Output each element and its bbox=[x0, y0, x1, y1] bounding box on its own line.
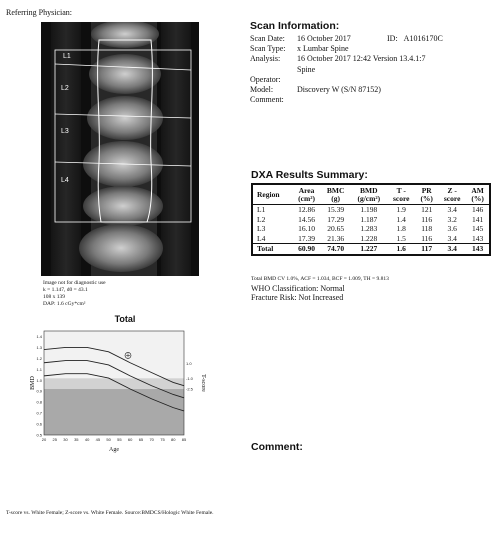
image-note-line: 108 x 139 bbox=[43, 294, 65, 300]
bmd-age-chart-svg bbox=[30, 327, 208, 457]
spine-scan-image bbox=[41, 22, 199, 276]
table-header-unit: (cm²) bbox=[298, 194, 315, 203]
chart-title: Total bbox=[114, 314, 136, 324]
comment-section-label: Comment: bbox=[251, 441, 303, 453]
analysis-label: Analysis: bbox=[250, 54, 281, 64]
table-header-unit: score bbox=[392, 194, 410, 203]
x-tick-label: 60 bbox=[127, 437, 133, 442]
x-tick-label: 40 bbox=[84, 437, 90, 442]
table-cell: 143 bbox=[466, 244, 489, 254]
y-tick-label: 1.0 bbox=[36, 377, 42, 383]
table-cell: 3.2 bbox=[447, 214, 457, 224]
y2-axis-label: T-score bbox=[200, 374, 206, 392]
image-note-line: Image not for diagnostic use bbox=[43, 280, 106, 286]
scan-information bbox=[250, 20, 490, 105]
table-header-text: Z - bbox=[447, 186, 457, 195]
table-header-cell bbox=[253, 185, 292, 205]
comment-label: Comment: bbox=[250, 95, 284, 105]
table-total-row bbox=[253, 244, 489, 254]
table-cell: 16.10 bbox=[298, 224, 315, 234]
table-row bbox=[253, 224, 489, 234]
x-tick-label: 35 bbox=[74, 437, 79, 442]
y-tick-label: 0.8 bbox=[36, 399, 42, 405]
table-cell: 15.39 bbox=[327, 205, 345, 214]
t-score-tick-label: -2.5 bbox=[186, 386, 193, 392]
table-cell: 141 bbox=[472, 214, 484, 224]
table-header-text: Region bbox=[257, 190, 280, 199]
id-value: A1016170C bbox=[403, 34, 443, 43]
x-tick-label: 20 bbox=[41, 437, 47, 442]
table-cell: 17.29 bbox=[327, 214, 345, 224]
table-header-text: PR bbox=[421, 186, 432, 195]
x-tick-label: 80 bbox=[171, 437, 176, 442]
table-cell: 1.227 bbox=[350, 244, 387, 254]
reference-note: T-score vs. White Female; Z-score vs. White Female. Source:BMDCS/Hologic White Female. bbox=[6, 510, 214, 516]
table-cell: 21.36 bbox=[327, 233, 345, 243]
table-cell: 60.90 bbox=[292, 244, 321, 254]
table-header-cell bbox=[415, 185, 438, 205]
model-label: Model: bbox=[250, 85, 274, 95]
table-cell: 1.228 bbox=[360, 233, 378, 243]
table-cell: 74.70 bbox=[321, 244, 351, 254]
table-cell: 1.6 bbox=[387, 244, 415, 254]
table-header-cell bbox=[438, 185, 466, 205]
table-header-unit: (%) bbox=[420, 194, 433, 203]
table-cell: 3.4 bbox=[438, 244, 466, 254]
table-cell: 121 bbox=[421, 205, 433, 214]
chart-band-osteopenia bbox=[44, 378, 184, 389]
region-label-l4: L4 bbox=[61, 177, 69, 184]
x-tick-label: 65 bbox=[138, 437, 144, 442]
x-tick-label: 50 bbox=[106, 437, 111, 442]
table-cell: 1.4 bbox=[396, 214, 406, 224]
t-score-tick-label: -1.0 bbox=[186, 375, 193, 381]
table-cell: Total bbox=[253, 244, 292, 254]
table-header-cell bbox=[466, 185, 489, 205]
scan-info-title: Scan Information: bbox=[250, 20, 340, 32]
table-cell: 1.9 bbox=[396, 205, 406, 214]
y-tick-label: 0.6 bbox=[36, 421, 42, 427]
table-header-unit: score bbox=[443, 194, 461, 203]
table-header-text: BMD bbox=[360, 186, 378, 195]
table-cell: L2 bbox=[257, 214, 266, 224]
table-cell: 14.56 bbox=[298, 214, 315, 224]
scan-type-value: x Lumbar Spine bbox=[297, 44, 349, 54]
region-label-l3: L3 bbox=[61, 128, 69, 135]
x-tick-label: 75 bbox=[160, 437, 165, 442]
table-row bbox=[253, 215, 489, 225]
image-note-line: k = 1.147, d0 = 43.1 bbox=[43, 287, 88, 293]
y-tick-label: 0.7 bbox=[36, 410, 42, 416]
scan-type-label: Scan Type: bbox=[250, 44, 286, 54]
table-cell: 145 bbox=[472, 224, 484, 234]
y-axis-label: BMD bbox=[30, 376, 36, 390]
x-tick-label: 25 bbox=[52, 437, 57, 442]
table-cell: 143 bbox=[472, 233, 484, 243]
table-row bbox=[253, 234, 489, 244]
who-classification: WHO Classification: Normal bbox=[251, 284, 345, 293]
x-tick-label: 55 bbox=[117, 437, 122, 442]
x-tick-label: 70 bbox=[149, 437, 154, 442]
table-cell: 1.8 bbox=[396, 224, 406, 234]
operator-value bbox=[297, 75, 490, 85]
scan-date-value: 16 October 2017 bbox=[297, 34, 351, 43]
y-tick-label: 1.4 bbox=[36, 333, 42, 339]
bmd-age-chart bbox=[30, 327, 208, 457]
dxa-results-table bbox=[253, 185, 489, 254]
y-tick-label: 0.5 bbox=[36, 432, 42, 438]
table-cell: 17.39 bbox=[298, 233, 315, 243]
table-cell: 12.86 bbox=[298, 205, 315, 214]
referring-physician-label: Referring Physician: bbox=[6, 8, 72, 17]
x-axis-label: Age bbox=[109, 447, 119, 453]
id-label: ID: bbox=[387, 34, 398, 43]
table-header-text: BMC bbox=[326, 186, 345, 195]
scan-date-label: Scan Date: bbox=[250, 34, 285, 43]
image-note-line: DAP: 1.6 cGy*cm² bbox=[43, 301, 86, 307]
table-header-cell bbox=[292, 185, 321, 205]
x-tick-label: 45 bbox=[95, 437, 101, 442]
table-cell: 118 bbox=[421, 224, 433, 234]
fracture-risk: Fracture Risk: Not Increased bbox=[251, 293, 344, 302]
spine-scan-graphic bbox=[41, 22, 199, 276]
analysis-value: 16 October 2017 12:42 Version 13.4.1:7 bbox=[297, 54, 426, 64]
x-tick-label: 30 bbox=[63, 437, 68, 442]
analysis-value-cont: Spine bbox=[297, 64, 316, 74]
region-label-l1: L1 bbox=[63, 53, 71, 60]
table-header-cell bbox=[321, 185, 351, 205]
table-cell: 3.4 bbox=[447, 233, 457, 243]
image-note bbox=[43, 280, 106, 308]
table-cell: 116 bbox=[421, 233, 433, 243]
dxa-results-table-box bbox=[251, 183, 491, 256]
table-header-unit: (g/cm²) bbox=[357, 194, 381, 203]
dxa-footnote: Total BMD CV 1.0%, ACF = 1.034, BCF = 1.009, TH = 9.813 bbox=[251, 276, 389, 282]
table-cell: 3.6 bbox=[447, 224, 457, 234]
table-cell: 1.5 bbox=[396, 233, 406, 243]
table-row bbox=[253, 205, 489, 215]
dxa-summary-title: DXA Results Summary: bbox=[251, 169, 368, 181]
chart-band-osteoporosis bbox=[44, 389, 184, 435]
region-label-l2: L2 bbox=[61, 85, 69, 92]
y-tick-label: 1.1 bbox=[36, 366, 42, 372]
table-cell: L4 bbox=[257, 233, 266, 243]
t-score-tick-label: 1.0 bbox=[186, 361, 192, 367]
operator-label: Operator: bbox=[250, 74, 281, 84]
table-header-unit: (%) bbox=[471, 194, 484, 203]
table-cell: 1.198 bbox=[360, 205, 378, 214]
table-cell: 116 bbox=[421, 214, 433, 224]
table-header-cell bbox=[350, 185, 387, 205]
y-tick-label: 0.9 bbox=[36, 388, 42, 394]
table-cell: L1 bbox=[257, 205, 266, 214]
y-tick-label: 1.2 bbox=[36, 355, 42, 361]
table-header-text: Area bbox=[298, 186, 315, 195]
table-cell: 1.283 bbox=[360, 224, 378, 234]
table-header-text: T - bbox=[396, 186, 406, 195]
table-cell: 117 bbox=[415, 244, 438, 254]
table-cell: L3 bbox=[257, 224, 266, 234]
x-tick-label: 85 bbox=[181, 437, 187, 442]
table-cell: 146 bbox=[472, 205, 484, 214]
table-header-cell bbox=[387, 185, 415, 205]
comment-value bbox=[297, 95, 490, 105]
table-header-text: AM bbox=[471, 186, 484, 195]
table-header-unit: (g) bbox=[331, 194, 341, 203]
table-header-row bbox=[253, 185, 489, 205]
table-cell: 3.4 bbox=[447, 205, 457, 214]
table-cell: 1.187 bbox=[360, 214, 378, 224]
y-tick-label: 1.3 bbox=[36, 344, 42, 350]
table-cell: 20.65 bbox=[327, 224, 345, 234]
model-value: Discovery W (S/N 87152) bbox=[297, 85, 381, 95]
